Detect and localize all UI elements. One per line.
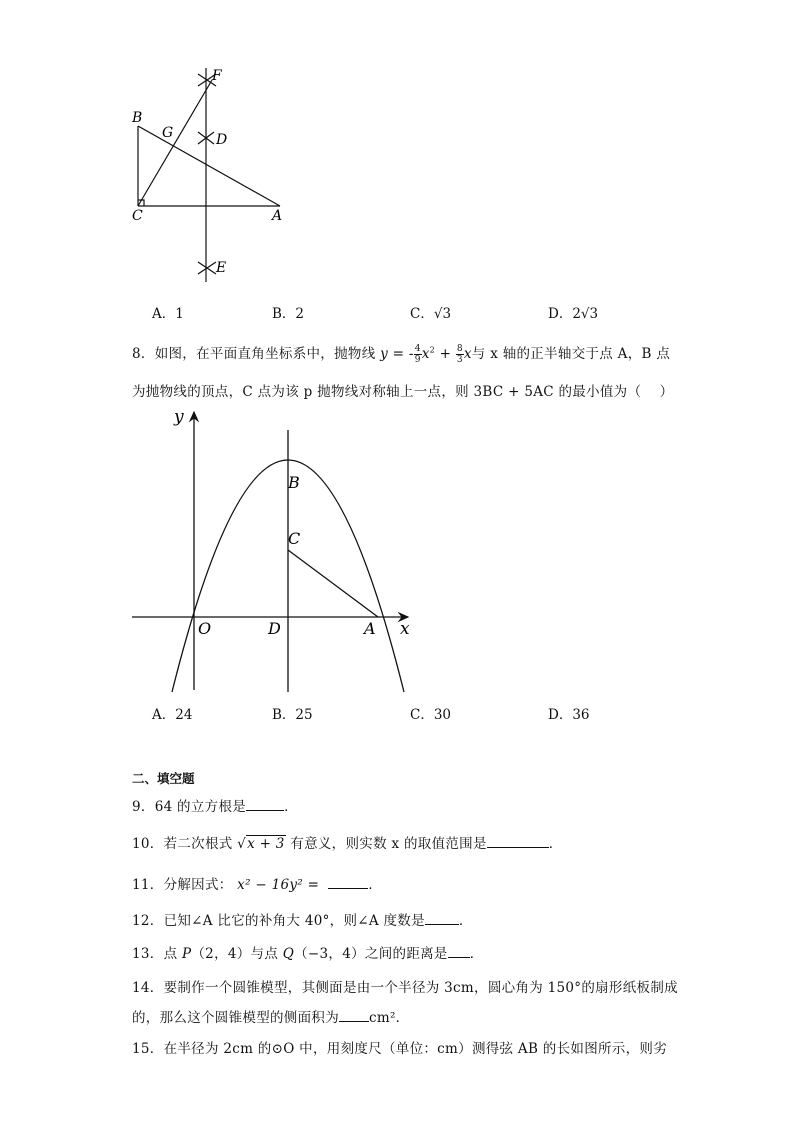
- q15: 15．在半径为 2cm 的⊙O 中，用刻度尺（单位：cm）测得弦 AB 的长如图所示，则劣: [132, 1041, 667, 1057]
- answer-blank[interactable]: [246, 798, 284, 811]
- section-title-fill-in: 二、填空题: [132, 771, 195, 786]
- label-a-point: A: [364, 619, 376, 638]
- q8-option-b[interactable]: B．25: [272, 707, 313, 723]
- q8-option-d[interactable]: D．36: [548, 707, 590, 723]
- label-c-point: C: [288, 529, 301, 548]
- label-f: F: [212, 68, 222, 84]
- fraction-8-3: $\frac{8}{3}$: [456, 344, 463, 365]
- q9: 9．64 的立方根是 ．: [132, 799, 298, 815]
- answer-blank[interactable]: [328, 876, 368, 889]
- q7-option-d[interactable]: D．2√3: [548, 306, 599, 322]
- answer-blank[interactable]: [339, 1009, 369, 1022]
- q11: 11．分解因式： x² − 16y² = ．: [132, 877, 383, 893]
- label-b: B: [132, 110, 143, 126]
- segment-cf: [138, 80, 212, 206]
- answer-blank[interactable]: [487, 835, 549, 848]
- q8-line2: 为抛物线的顶点，C 点为该 p 抛物线对称轴上一点，则 3BC + 5AC 的最小值为（ ）: [132, 384, 674, 400]
- segment-ba: [138, 126, 280, 206]
- figure-q7-triangle: [120, 60, 320, 285]
- label-d-point: D: [268, 619, 281, 638]
- fraction-4-9: $\frac{4}{9}$: [414, 344, 421, 365]
- label-c: C: [132, 208, 143, 224]
- q8-option-c[interactable]: C．30: [410, 707, 452, 723]
- label-a: A: [272, 208, 283, 224]
- q10: 10．若二次根式 √x + 3 有意义，则实数 x 的取值范围是 ．: [132, 836, 563, 852]
- label-y: y: [174, 407, 184, 427]
- q12: 12．已知∠A 比它的补角大 40°，则∠A 度数是 ．: [132, 913, 473, 929]
- label-g: G: [162, 125, 174, 141]
- q7-option-a[interactable]: A．1: [152, 306, 184, 322]
- label-o-origin: O: [198, 619, 212, 638]
- label-b-vertex: B: [288, 473, 300, 492]
- q8-line1: 8．如图，在平面直角坐标系中，抛物线 y = - $\frac{4}{9}$ $x^2$ + $\frac{8}{3}$ x与 x 轴的正半轴交于点 A，B 点: [132, 344, 671, 365]
- label-x: x: [400, 619, 410, 639]
- q14-line1: 14．要制作一个圆锥模型，其侧面是由一个半径为 3cm，圆心角为 150°的扇形纸板制成: [132, 980, 678, 996]
- label-e: E: [216, 260, 227, 276]
- figure-q8-parabola: [128, 400, 418, 695]
- answer-blank[interactable]: [448, 945, 470, 958]
- q14-line2: 的，那么这个圆锥模型的侧面积为 cm²．: [132, 1010, 410, 1026]
- answer-blank[interactable]: [425, 912, 459, 925]
- label-d: D: [216, 132, 228, 148]
- q13: 13．点 P（2，4）与点 Q（−3，4）之间的距离是 ．: [132, 946, 484, 962]
- q7-option-b[interactable]: B．2: [272, 306, 305, 322]
- q7-option-c[interactable]: C．√3: [410, 306, 452, 322]
- q8-option-a[interactable]: A．24: [152, 707, 193, 723]
